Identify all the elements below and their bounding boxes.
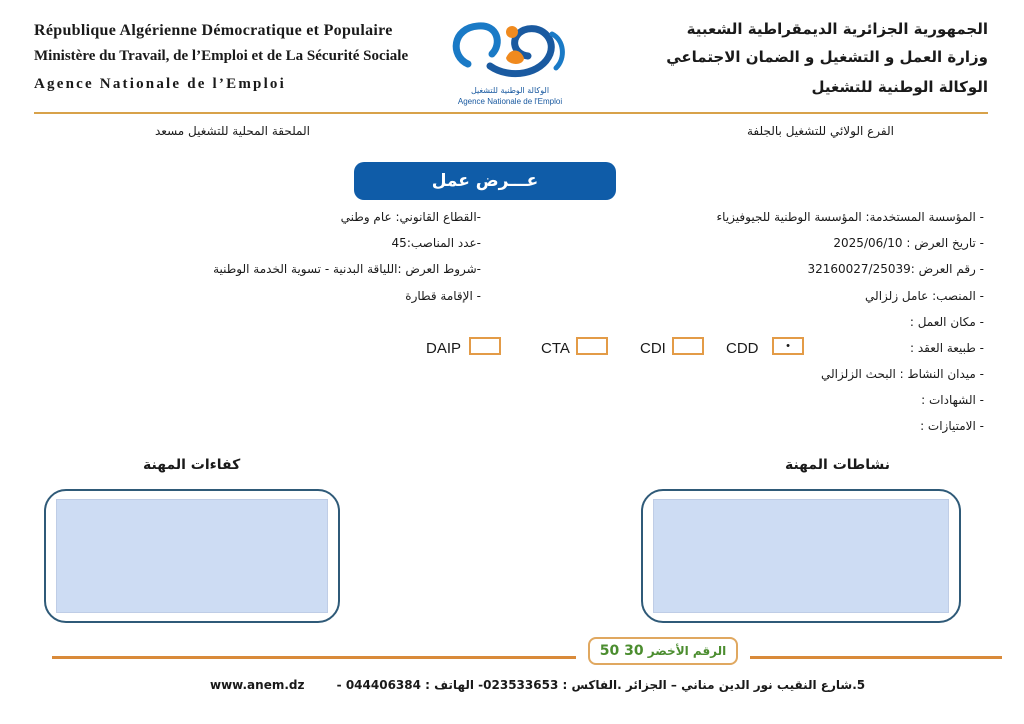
footer-rule-left bbox=[52, 656, 576, 659]
field-offer-conditions: -شروط العرض :اللياقة البدنية - تسوية الخدمة الوطنية bbox=[213, 262, 481, 276]
logo-caption-fr: Agence Nationale de l'Emploi bbox=[457, 97, 563, 106]
field-activity-domain: - ميدان النشاط : البحث الزلزالي bbox=[820, 367, 984, 381]
contract-cdd-checkbox[interactable]: • bbox=[772, 337, 804, 355]
regional-branch: الفرع الولائي للتشغيل بالجلفة bbox=[747, 124, 894, 138]
skills-panel[interactable] bbox=[44, 489, 340, 623]
activities-heading: نشاطات المهنة bbox=[784, 457, 890, 473]
contract-cta-label: CTA bbox=[541, 340, 570, 357]
header-fr-agency: Agence Nationale de l’Emploi bbox=[34, 76, 287, 92]
activities-panel[interactable] bbox=[641, 489, 961, 623]
field-work-location: - مكان العمل : bbox=[909, 315, 984, 329]
skills-panel-content[interactable] bbox=[56, 499, 328, 613]
contract-cdd-label: CDD bbox=[726, 340, 759, 357]
anem-logo-mark-icon bbox=[440, 14, 580, 88]
header-ar-agency: الوكالة الوطنية للتشغيل bbox=[811, 78, 988, 96]
header-ar-republic: الجمهورية الجزائرية الديمقراطية الشعبية bbox=[686, 20, 988, 38]
field-offer-number: - رقم العرض :32160027/25039 bbox=[807, 262, 984, 276]
contract-cdi-checkbox[interactable] bbox=[672, 337, 704, 355]
field-positions-count: -عدد المناصب:45 bbox=[391, 236, 481, 250]
header-ar-ministry: وزارة العمل و التشغيل و الضمان الاجتماعي bbox=[666, 48, 988, 66]
green-number-label: الرقم الأخضر bbox=[647, 644, 727, 658]
footer-address-bar bbox=[210, 678, 866, 692]
green-number-value: 30 50 bbox=[599, 643, 644, 659]
green-number-badge bbox=[588, 637, 738, 665]
contract-daip-checkbox[interactable] bbox=[469, 337, 501, 355]
activities-panel-content[interactable] bbox=[653, 499, 949, 613]
contract-cdi-label: CDI bbox=[640, 340, 666, 357]
header-fr-republic: République Algérienne Démocratique et Populaire bbox=[34, 22, 393, 39]
skills-heading: كفاءات المهنة bbox=[143, 457, 241, 473]
field-contract-type: - طبيعة العقد : bbox=[910, 341, 984, 355]
contract-cta-checkbox[interactable] bbox=[576, 337, 608, 355]
field-certificates: - الشهادات : bbox=[921, 393, 984, 407]
footer-website[interactable]: www.anem.dz bbox=[210, 678, 305, 692]
header-fr-ministry: Ministère du Travail, de l’Emploi et de La Sécurité Sociale bbox=[34, 48, 409, 64]
anem-logo bbox=[440, 14, 580, 108]
field-employer: - المؤسسة المستخدمة: المؤسسة الوطنية للجيوفيزياء bbox=[716, 210, 984, 224]
field-residence: - الإقامة قطارة bbox=[405, 289, 481, 303]
footer-address: 5.شارع النقيب نور الدين مناني – الجزائر .الفاكس : 023533653- الهاتف : 044406384 - bbox=[336, 678, 866, 692]
contract-daip-label: DAIP bbox=[426, 340, 462, 357]
field-offer-date: - تاريخ العرض : 2025/06/10 bbox=[833, 236, 984, 250]
logo-caption-ar: الوكالة الوطنية للتشغيل bbox=[470, 86, 550, 95]
field-position: - المنصب: عامل زلزالي bbox=[865, 289, 984, 303]
header-divider bbox=[34, 112, 988, 114]
local-office: الملحقة المحلية للتشغيل مسعد bbox=[155, 124, 310, 138]
field-legal-sector: -القطاع القانوني: عام وطني bbox=[340, 210, 481, 224]
footer-rule-right bbox=[750, 656, 1002, 659]
document-title: عـــرض عمل bbox=[354, 162, 616, 200]
field-benefits: - الامتيازات : bbox=[920, 419, 984, 433]
